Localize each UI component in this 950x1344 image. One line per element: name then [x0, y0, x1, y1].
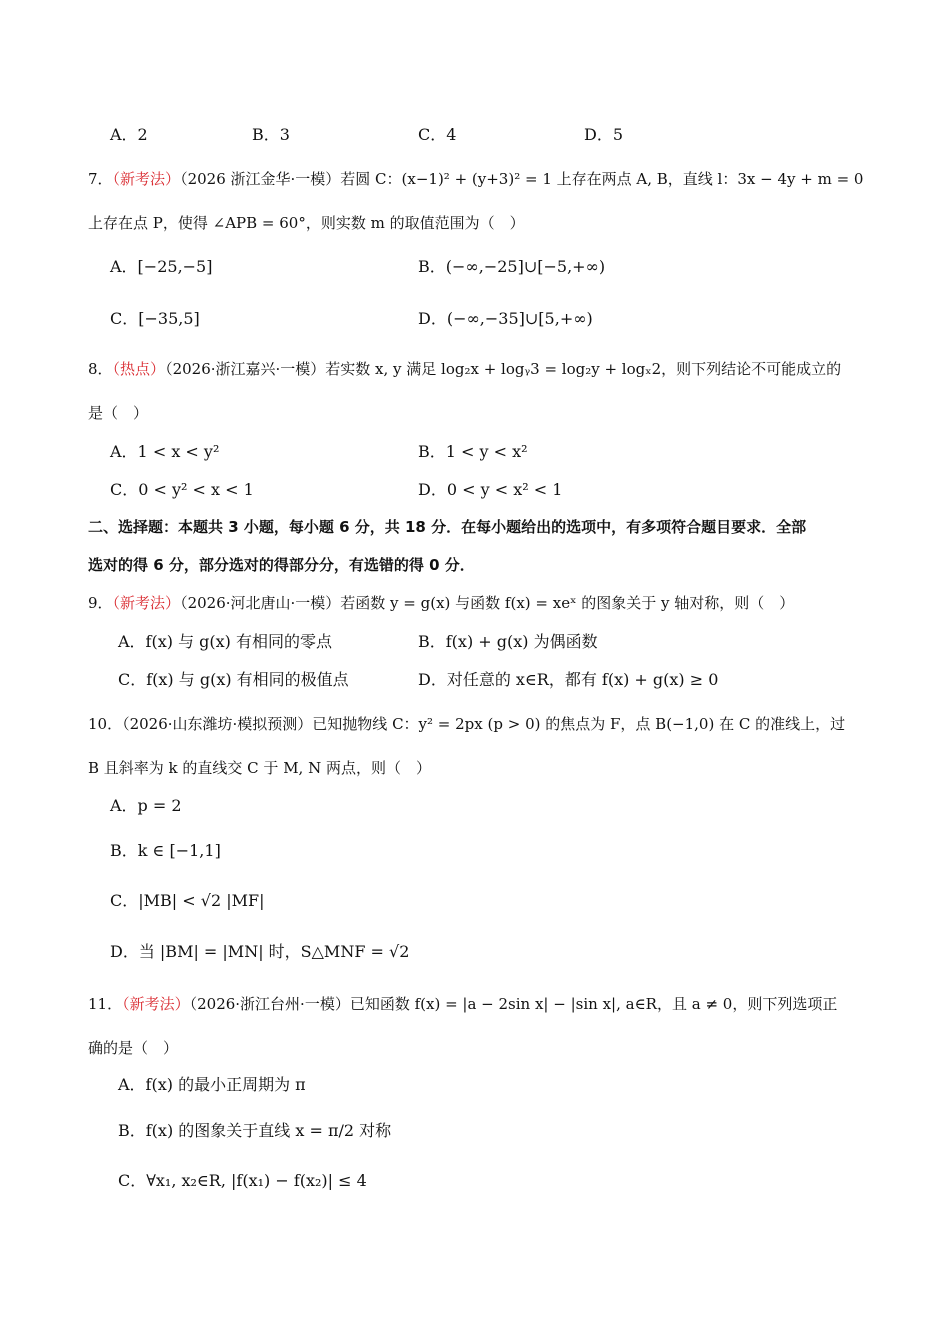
q11-option-a: A．f(x) 的最小正周期为 π: [118, 1075, 306, 1094]
q7-text1: （2026 浙江金华·一模）若圆 C：(x−1)² + (y+3)² = 1 上存在两点 A, B，直线 l：3x − 4y + m = 0: [180, 170, 864, 188]
q6-option-c: C．4: [418, 125, 457, 144]
q9-tag: （新考法）: [112, 594, 181, 612]
q9-number: 9．: [88, 594, 113, 612]
q9-option-d: D．对任意的 x∈R，都有 f(x) + g(x) ≥ 0: [418, 670, 719, 689]
q7-number: 7．: [88, 170, 113, 188]
q10-stem-line2: B 且斜率为 k 的直线交 C 于 M, N 两点，则（ ）: [88, 759, 431, 777]
q8-option-b: B．1 < y < x²: [418, 442, 528, 461]
q8-number: 8．: [88, 360, 113, 378]
q8-text1: （2026·浙江嘉兴·一模）若实数 x, y 满足 log₂x + logᵧ3 = log₂y + logₓ2，则下列结论不可能成立的: [165, 360, 842, 378]
q7-option-d: D．(−∞,−35]∪[5,+∞): [418, 309, 593, 328]
q8-option-c: C．0 < y² < x < 1: [110, 480, 254, 499]
q11-stem-line2: 确的是（ ）: [88, 1039, 179, 1057]
q9-option-a: A．f(x) 与 g(x) 有相同的零点: [118, 632, 332, 651]
q11-option-c: C．∀x₁, x₂∈R, |f(x₁) − f(x₂)| ≤ 4: [118, 1171, 367, 1190]
q10-option-b: B．k ∈ [−1,1]: [110, 841, 221, 860]
q6-option-a: A．2: [110, 125, 148, 144]
q8-stem-line2: 是（ ）: [88, 404, 149, 422]
q8-option-d: D．0 < y < x² < 1: [418, 480, 563, 499]
q9-option-c: C．f(x) 与 g(x) 有相同的极值点: [118, 670, 349, 689]
q9-option-b: B．f(x) + g(x) 为偶函数: [418, 632, 598, 651]
q11-option-b: B．f(x) 的图象关于直线 x = π/2 对称: [118, 1121, 392, 1140]
q10-option-d: D．当 |BM| = |MN| 时，S△MNF = √2: [110, 942, 410, 961]
q7-tag: （新考法）: [112, 170, 181, 188]
q8-option-a: A．1 < x < y²: [110, 442, 220, 461]
section2-heading-line1: 二、选择题：本题共 3 小题，每小题 6 分，共 18 分．在每小题给出的选项中，有多项符合题目要求．全部: [88, 518, 807, 536]
q7-stem-line2: 上存在点 P，使得 ∠APB = 60°，则实数 m 的取值范围为（ ）: [88, 214, 525, 232]
q9-text1: （2026·河北唐山·一模）若函数 y = g(x) 与函数 f(x) = xeˣ 的图象关于 y 轴对称，则（ ）: [180, 594, 795, 612]
q7-option-b: B．(−∞,−25]∪[−5,+∞): [418, 257, 606, 276]
q11-number: 11．: [88, 995, 123, 1013]
q7-option-c: C．[−35,5]: [110, 309, 200, 328]
section2-heading-line2: 选对的得 6 分，部分选对的得部分分，有选错的得 0 分．: [88, 556, 475, 574]
q10-option-a: A．p = 2: [110, 796, 182, 815]
q6-option-b: B．3: [252, 125, 290, 144]
q8-stem-line1: [88, 358, 841, 380]
q6-option-d: D．5: [584, 125, 624, 144]
q11-text1: （2026·浙江台州·一模）已知函数 f(x) = |a − 2sin x| − |sin x|, a∈R，且 a ≠ 0，则下列选项正: [189, 995, 838, 1013]
q11-stem-line1: [88, 993, 837, 1015]
q10-option-c: C．|MB| < √2 |MF|: [110, 891, 265, 910]
q8-tag: （热点）: [112, 360, 166, 378]
q7-option-a: A．[−25,−5]: [110, 257, 213, 276]
q9-stem-line1: [88, 592, 794, 614]
q10-stem-line1: 10．（2026·山东潍坊·模拟预测）已知抛物线 C：y² = 2px (p > 0) 的焦点为 F，点 B(−1,0) 在 C 的准线上，过: [88, 715, 846, 733]
q11-tag: （新考法）: [122, 995, 190, 1013]
q7-stem-line1: [88, 168, 863, 190]
